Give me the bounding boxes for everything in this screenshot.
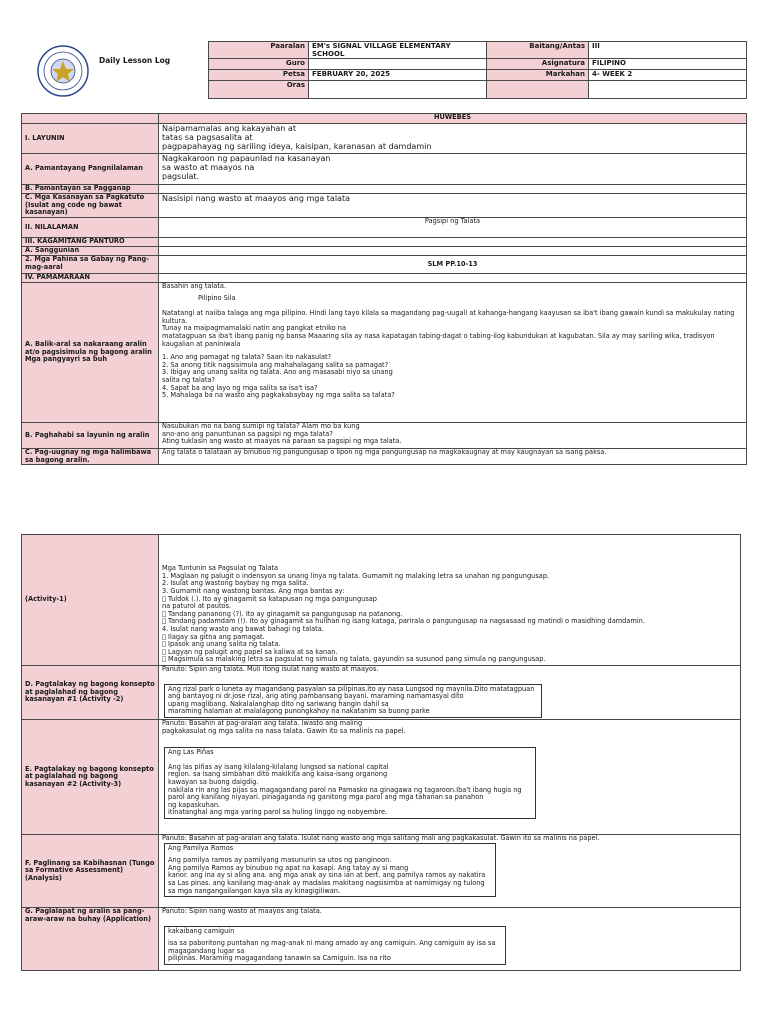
day-header: HUWEBES <box>159 114 747 124</box>
passage-title: Pilipino Sila <box>198 293 236 302</box>
baitang-label: Baitang/Antas <box>487 42 589 59</box>
e-pagtalakay-label: E. Pagtalakay ng bagong konsepto at paglalahad ng bagong kasanayan #2 (Activity-3) <box>22 720 159 835</box>
balik-aral-content <box>159 283 747 423</box>
rule-line: Tandang padamdam (!). Ito ay ginagamit sa hulihan ng isang kataga, parirala o pangungusap na nagsasaad ng matindi o masidhing damdamin. <box>162 617 639 626</box>
pahina-label: 2. Mga Pahina sa Gabay ng Pang-mag-aaral <box>22 256 159 274</box>
passage-line: kawayan sa buong daigdig. <box>168 777 259 786</box>
text-line: Nasubukan mo na bang sumipi ng talata? Alam mo ba kung <box>162 422 360 430</box>
text-line: Nagkakaroon ng papaunlad na kasanayan <box>162 154 331 163</box>
g-paglalapat-content <box>159 908 741 971</box>
passage-title: Ang Las Piñas <box>168 748 214 757</box>
passage-line: itinatanghal ang mga yaring parol sa huling linggo ng nobyembre. <box>168 808 388 817</box>
instruction-line: Panuto: Sipiin ang talata. Muli itong isulat nang wasto at maayos. <box>162 665 379 673</box>
passage-line: Ang las piñas ay isang kilalang-kilalang lungsod sa national capital <box>168 762 389 771</box>
layunin-label: I. LAYUNIN <box>22 124 159 154</box>
text-line: matatagpuan sa iba't ibang panig ng bansa Maaaring sila ay nasa kapatagan tabing-dagat o tabing-ilog kabundukan at kagubatan. Sila ay may sariling wika, tradisyon kaugalian at paniniwala <box>162 331 715 348</box>
activity1-content <box>159 535 741 666</box>
rule-line: 4. Isulat nang wasto ang bawat bahagi ng talata. <box>162 625 324 634</box>
rule-line: 3. Gumamit nang wastong bantas. Ang mga bantas ay: <box>162 587 345 596</box>
dll-title: Daily Lesson Log <box>99 56 171 65</box>
question-line: 4. Sapat ba ang layo ng mga salita sa isa't isa? <box>162 383 318 392</box>
passage-line: kanor. ang ina ay si aling ana. ang mga anak ay sina ian at bert. ang pamilya ramos ay nakatira <box>168 871 486 880</box>
rule-line: Ilagay sa gitna ang pamagat. <box>162 632 259 641</box>
baitang-value: III <box>589 42 747 59</box>
passage-box <box>164 747 536 819</box>
rule-line: Ipasok ang unang salita ng talata. <box>162 640 275 649</box>
pamamaraan-label: IV. PAMAMARAAN <box>22 274 159 283</box>
text-line: Basahin ang talata. <box>162 282 227 290</box>
text-line: Naipamamalas ang kakayahan at <box>162 124 296 133</box>
text-line: pagpapahayag ng sariling ideya, kaisipan, karanasan at damdamin <box>162 142 432 151</box>
text-line: Natatangi at naiiba talaga ang mga pilipino. Hindi lang tayo kilala sa magandang pag-uugali at kahanga-hangang kaayusan sa iba't ibang gawain kundi sa makukulay nating kultura. <box>162 309 735 325</box>
oras-value <box>309 81 487 99</box>
asignatura-label: Asignatura <box>487 59 589 70</box>
rule-line: Lagyan ng palugit ang papel sa kaliwa at sa kanan. <box>162 647 332 656</box>
question-line: 5. Mahalaga ba na wasto ang pagkakabaybay ng mga salita sa talata? <box>162 391 395 400</box>
passage-line: parol ang kanilang niyayari. pinagaganda ng ganitong mga parol ang mga tahanan sa panahon <box>168 793 484 802</box>
rule-line: 1. Maglaan ng palugit o indensyon sa unang linya ng talata. Gumamit ng malaking letra sa unahan ng pangungusap. <box>162 571 550 580</box>
passage-line: ng kapaskuhan. <box>168 800 221 809</box>
kagamitan-label: III. KAGAMITANG PANTURO <box>22 238 159 247</box>
pangnilalaman-content <box>159 154 747 185</box>
balik-aral-label: A. Balik-aral sa nakaraang aralin at/o pagsisimula ng bagong aralin Mga pangyayri sa buh <box>22 283 159 423</box>
nilalaman-content: Pagsipi ng Talata <box>159 218 747 238</box>
paghahabi-content <box>159 423 747 449</box>
text-line: tatas sa pagsasalita at <box>162 133 253 142</box>
rule-line: Magsimula sa malaking letra sa pagsulat ng simula ng talata, gayundin sa susunod pang simula ng pangungusap. <box>162 655 540 664</box>
corner-cell <box>22 114 159 124</box>
passage-line: ang bantayog ni dr.jose rizal, ang ating pambansang bayani. maraming namamasyal dito <box>168 692 464 701</box>
pag-uugnay-content: Ang talata o talataan ay binubuo ng pangungusap o lipon ng mga pangungusap na magkakaugnay at may kaugnayan sa isang paksa. <box>159 449 747 465</box>
instruction-line: Panuto: Sipiin nang wasto at maayos ang talata. <box>162 907 322 915</box>
rule-line: Mga Tuntunin sa Pagsulat ng Talata <box>162 564 279 573</box>
rule-line: 2. Isulat ang wastong baybay ng mga salita. <box>162 579 309 588</box>
markahan-value: 4- WEEK 2 <box>589 70 747 81</box>
guro-label: Guro <box>209 59 309 70</box>
passage-line: Ang pamilya ramos ay pamilyang masunurin sa utos ng panginoon. <box>168 856 392 865</box>
f-paglinang-label: F. Paglinang sa Kabihasnan (Tungo sa Formative Assessment) (Analysis) <box>22 835 159 908</box>
asignatura-value: FILIPINO <box>589 59 747 70</box>
passage-title: Ang Pamilya Ramos <box>168 843 234 852</box>
oras-label: Oras <box>209 81 309 99</box>
deped-seal <box>30 44 96 98</box>
layunin-content <box>159 124 747 154</box>
pahina-content: SLM PP.10-13 <box>159 256 747 274</box>
passage-line: sa Las pinas. ang kanilang mag-anak ay madalas makitang nagsisimba at namimigay ng tulong <box>168 878 485 887</box>
text-line: pagsulat. <box>162 172 200 181</box>
guro-value <box>309 59 487 70</box>
instruction-line: pagkakasulat ng mga salita na nasa talata. Gawin ito sa malinis na papel. <box>162 726 406 735</box>
passage-line: upang maglibang. Nakalalanghap dito ng sariwang hangin dahil sa <box>168 699 389 708</box>
activity1-label: (Activity-1) <box>22 535 159 666</box>
text-line: ano-ano ang panuntunan sa pagsipi ng mga talata? <box>162 429 333 438</box>
petsa-label: Petsa <box>209 70 309 81</box>
passage-box <box>164 926 506 965</box>
blank-value-cell <box>589 81 747 99</box>
paaralan-value: EM's SIGNAL VILLAGE ELEMENTARY SCHOOL <box>309 42 487 59</box>
lesson-table-1 <box>21 113 747 465</box>
passage-line: Ang pamilya Ramos ay binubuo ng apat na kasapi. Ang tatay ay si mang <box>168 863 409 872</box>
petsa-value: FEBRUARY 20, 2025 <box>309 70 487 81</box>
passage-box <box>164 684 542 718</box>
kasanayan-label: C. Mga Kasanayan sa Pagkatuto (Isulat ang code ng bawat kasanayan) <box>22 194 159 218</box>
text-line: Ating tuklasin ang wasto at maayos na paraan sa pagsipi ng mga talata. <box>162 437 402 446</box>
question-line: 2. Sa anong titik nagsisimula ang mahahalagang salita sa pamagat? <box>162 360 389 369</box>
rule-line: Tandang pananong (?). Ito ay ginagamit sa pangungusap na patanong. <box>162 609 397 618</box>
markahan-label: Markahan <box>487 70 589 81</box>
text-line: sa wasto at maayos na <box>162 163 255 172</box>
passage-line: isa sa paboritong puntahan ng mag-anak ni mang amado ay ang camiguin. Ang camiguin ay isa sa <box>168 939 496 948</box>
kasanayan-content: Nasisipi nang wasto at maayos ang mga talata <box>159 194 747 218</box>
g-paglalapat-label: G. Paglalapat ng aralin sa pang-araw-araw na buhay (Application) <box>22 908 159 971</box>
lesson-table-2 <box>21 534 741 971</box>
instruction-line: Panuto: Basahin at pag-aralan ang talata. Iwasto ang maling <box>162 719 363 727</box>
passage-title: kakaibang camiguin <box>168 926 235 935</box>
blank-label-cell <box>487 81 589 99</box>
passage-line: magagandang lugar sa <box>168 946 245 955</box>
text-line: Tunay na maipagmamalaki natin ang pangkat etniko na <box>162 324 347 333</box>
question-line: 3. Ibigay ang unang salita ng talata. Ano ang masasabi niyo sa unang <box>162 368 393 377</box>
passage-line: maraming halaman at malalagong punongkahoy na nakatanim sa buong parke <box>168 707 430 716</box>
passage-line: sa mga nangangailangan kaya sila ay kinagigiliwan. <box>168 886 341 895</box>
pangnilalaman-label: A. Pamantayang Pangnilalaman <box>22 154 159 185</box>
nilalaman-label: II. NILALAMAN <box>22 218 159 238</box>
paghahabi-label: B. Paghahabi sa layunin ng aralin <box>22 423 159 449</box>
pag-uugnay-label: C. Pag-uugnay ng mga halimbawa sa bagong aralin. <box>22 449 159 465</box>
e-pagtalakay-content <box>159 720 741 835</box>
pagganap-label: B. Pamantayan sa Pagganap <box>22 185 159 194</box>
pagganap-content <box>159 185 747 194</box>
f-paglinang-content <box>159 835 741 908</box>
sanggunian-content <box>159 247 747 256</box>
instruction-line: Panuto: Basahin at pag-aralan ang talata. Isulat nang wasto ang mga salitang mali ang pagkakasulat. Gawin ito sa malinis na papel. <box>162 834 600 842</box>
pamamaraan-content <box>159 274 747 283</box>
paaralan-label: Paaralan <box>209 42 309 59</box>
d-pagtalakay-label: D. Pagtalakay ng bagong konsepto at paglalahad ng bagong kasanayan #1 (Activity -2) <box>22 666 159 720</box>
passage-line: nakilala rin ang las pijas sa magagandang parol na Pamasko na ginagawa ng tagaroon.Iba't ibang hugis ng <box>168 785 522 794</box>
header-table <box>208 41 747 99</box>
passage-line: region. sa isang simbahan dito makikita ang kaisa-isang organong <box>168 770 388 779</box>
passage-box <box>164 843 496 898</box>
passage-line: Ang rizal park o luneta ay magandang pasyalan sa pilipinas.ito ay nasa Lungsod ng maynila.Dito matatagpuan <box>168 684 535 693</box>
rule-line: na paturol at pautos. <box>162 602 232 611</box>
rule-line: Tuldok (.). Ito ay ginagamit sa katapusan ng mga pangungusap <box>162 594 371 603</box>
question-line: salita ng talata? <box>162 375 215 384</box>
question-line: 1. Ano ang pamagat ng talata? Saan ito nakasulat? <box>162 353 332 362</box>
sanggunian-label: A. Sanggunian <box>22 247 159 256</box>
kagamitan-content <box>159 238 747 247</box>
passage-line: pilipinas. Maraming magagandang tanawin sa Camiguin. Isa na rito <box>168 954 391 963</box>
d-pagtalakay-content <box>159 666 741 720</box>
